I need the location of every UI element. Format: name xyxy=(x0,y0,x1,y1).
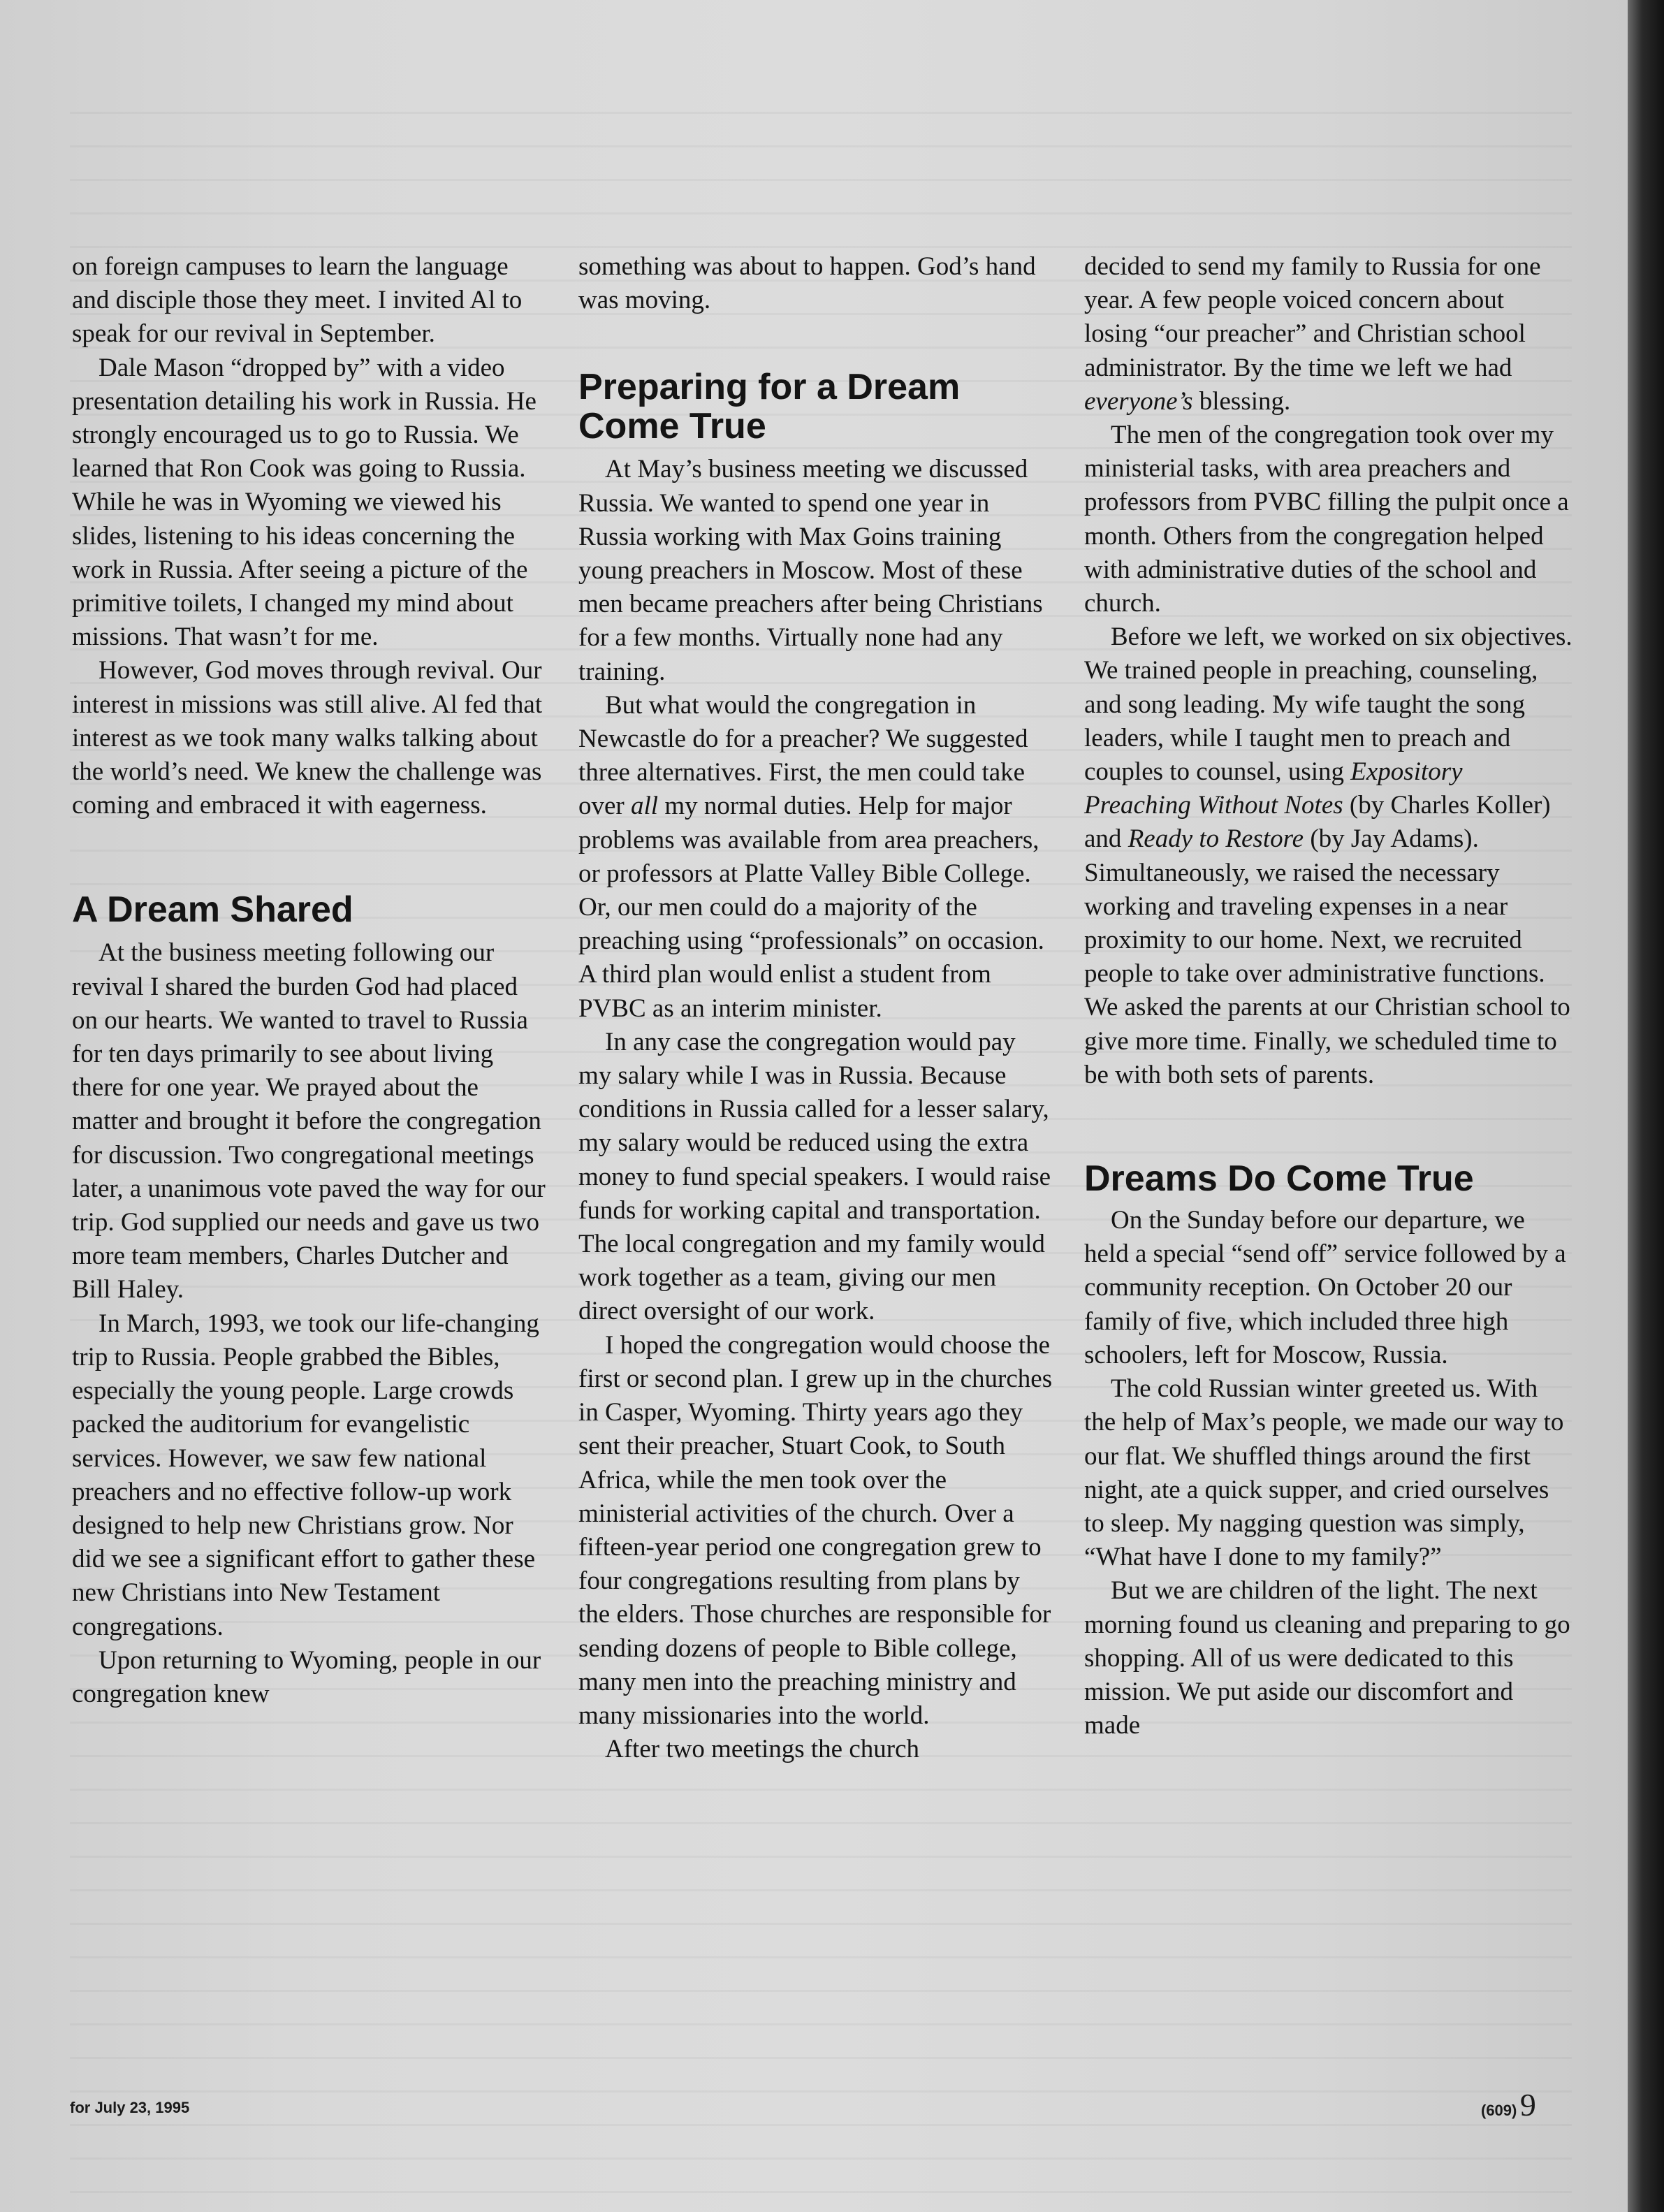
folio-number: (609) xyxy=(1481,2102,1517,2119)
section-heading: Preparing for a Dream Come True xyxy=(578,367,961,447)
paragraph: However, God moves through revival. Our interest in missions was still alive. Al fed that interest as we took many walks talking about the world’s need. We knew the challenge was coming and embraced it with eagerness. xyxy=(72,656,543,820)
section-heading: A Dream Shared xyxy=(72,889,353,931)
paragraph: At the business meeting following our revival I shared the burden God had placed on our hearts. We wanted to travel to Russia for ten days primarily to see about living there for one year. We prayed about the matter and brought it before the congregation for discussion. Two congregational meetings later, a unanimous vote paved the way for our trip. God supplied our needs and gave us two more team members, Charles Dutcher and Bill Haley. xyxy=(72,938,546,1304)
paragraph xyxy=(1084,250,1573,419)
paragraph: At May’s business meeting we discussed Russia. We wanted to spend one year in Russia working with Max Goins training young preachers in Moscow. Most of these men became preachers after being Christians for a few months. Virtually none had any training. xyxy=(578,455,1043,686)
book-title: Ready to Restore xyxy=(1127,824,1304,854)
paragraph: The men of the congregation took over my ministerial tasks, with area preachers and professors from PVBC filling the pulpit once a month. Others from the congregation helped with administrative duties of the school and church. xyxy=(1084,421,1569,618)
text-run: But what would the congregation in Newcastle do for a preacher? We suggested three alternatives. First, the men could take over xyxy=(578,690,1028,821)
column-1 xyxy=(72,250,547,1711)
paragraph: In any case the congregation would pay my salary while I was in Russia. Because conditions in Russia called for a lesser salary, my salary would be reduced using the extra money to fund special speakers. I would raise funds for working capital and transportation. The local congregation and my family would work together as a team, giving our men direct oversight of our work. xyxy=(578,1027,1051,1326)
paragraph: Dale Mason “dropped by” with a video presentation detailing his work in Russia. He strongly encouraged us to go to Russia. We learned that Ron Cook was going to Russia. While he was in Wyoming we viewed his slides, listening to his ideas concerning the work in Russia. After seeing a picture of the primitive toilets, I changed my mind about missions. That wasn’t for me. xyxy=(72,353,537,652)
book-title: Expository Preaching Without Notes xyxy=(1084,757,1463,820)
text-run: blessing. xyxy=(1192,386,1291,416)
text-run: (by Jay Adams). Simultaneously, we raised the necessary working and traveling expenses in a near proximity to our home. Next, we recruited people to take over administrative functions. We asked the parents at our Christian school to give more time. Finally, we scheduled time to be with both sets of parents. xyxy=(1084,824,1570,1089)
paragraph: But we are children of the light. The next morning found us cleaning and preparing to go shopping. All of us were dedicated to this mission. We put aside our discomfort and made xyxy=(1084,1576,1570,1740)
column-3 xyxy=(1084,250,1573,1742)
text-run: decided to send my family to Russia for one year. A few people voiced concern about losing “our preacher” and Christian school administrator. By the time we left we had xyxy=(1084,252,1541,382)
page-number: 9 xyxy=(1519,2087,1536,2123)
column-2 xyxy=(578,250,1053,1766)
page-number-block xyxy=(1481,2086,1536,2123)
paragraph: On the Sunday before our departure, we held a special “send off” service followed by a community reception. On October 20 our family of five, which included three high schoolers, left for Moscow, Russia. xyxy=(1084,1206,1566,1369)
text-run: my normal duties. Help for major problems was available from area preachers, or professors at Platte Valley Bible College. Or, our men could do a majority of the preaching using “professionals” on occasion. A third plan would enlist a student from PVBC as an interim minister. xyxy=(578,792,1044,1023)
emphasis: everyone’s xyxy=(1084,386,1193,416)
paragraph: After two meetings the church xyxy=(605,1735,920,1764)
page-edge-shadow xyxy=(1628,0,1664,2212)
paragraph: on foreign campuses to learn the language and disciple those they meet. I invited Al to speak for our revival in September. xyxy=(72,252,523,349)
paragraph xyxy=(1084,620,1573,1092)
paragraph: In March, 1993, we took our life-changing trip to Russia. People grabbed the Bibles, especially the young people. Large crowds packed the auditorium for evangelistic services. However, we saw few national preachers and no effective follow-up work designed to help new Christians grow. Nor did we see a significant effort to gather these new Christians into New Testament congregations. xyxy=(72,1309,539,1641)
paragraph: I hoped the congregation would choose the first or second plan. I grew up in the churches in Casper, Wyoming. Thirty years ago they sent their preacher, Stuart Cook, to South Africa, while the men took over the ministerial activities of the church. Over a fifteen-year period one congregation grew to four congregations resulting from plans by the elders. Those churches are responsible for sending dozens of people to Bible college, many men into the preaching ministry and many missionaries into the world. xyxy=(578,1330,1053,1730)
paragraph xyxy=(578,689,1053,1026)
emphasis: all xyxy=(631,792,659,821)
text-run: (by Charles Koller) and xyxy=(1084,791,1551,854)
footer-date: for July 23, 1995 xyxy=(70,2099,190,2116)
text-run: Before we left, we worked on six objectives. We trained people in preaching, counseling, and song leading. My wife taught the song leaders, while I taught men to preach and couples to counsel, using xyxy=(1084,623,1572,787)
section-heading: Dreams Do Come True xyxy=(1084,1158,1474,1200)
paragraph: something was about to happen. God’s hand was moving. xyxy=(578,252,1036,315)
paragraph: The cold Russian winter greeted us. With the help of Max’s people, we made our way to our flat. We shuffled things around the first night, ate a quick supper, and cried ourselves to sleep. My nagging question was simply, “What have I done to my family?” xyxy=(1084,1374,1564,1572)
paragraph: Upon returning to Wyoming, people in our congregation knew xyxy=(72,1645,541,1708)
